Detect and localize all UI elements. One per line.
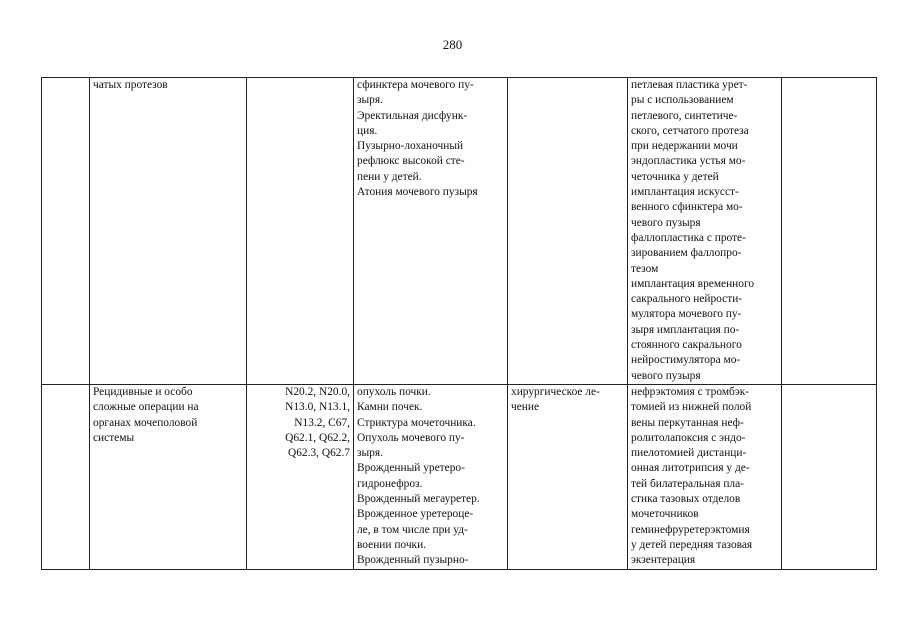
- tariff-cell: [782, 78, 877, 385]
- cell-line: при недержании мочи: [631, 140, 738, 153]
- cell-line: Стриктура мочеточника.: [357, 416, 476, 429]
- diagnosis-cell: [354, 384, 508, 569]
- cell-line: Камни почек.: [357, 401, 423, 414]
- cell-line: органах мочеполовой: [93, 416, 198, 429]
- cell-line: Эректильная дисфунк-: [357, 109, 468, 122]
- cell-line: тезом: [631, 262, 659, 275]
- cell-line: венного сфинктера мо-: [631, 201, 743, 214]
- cell-line: ролитолапоксия с эндо-: [631, 431, 746, 444]
- treatment-type-cell: [508, 384, 628, 569]
- cell-line: эндопластика устья мо-: [631, 155, 746, 168]
- cell-line: тей билатеральная пла-: [631, 477, 744, 490]
- cell-line: Врожденный мегауретер.: [357, 493, 480, 506]
- table-row: [42, 384, 877, 569]
- icd-codes-cell: [247, 384, 354, 569]
- diagnosis-cell: [354, 78, 508, 385]
- cell-line: рефлюкс высокой сте-: [357, 155, 465, 168]
- intervention-name-cell: [90, 384, 247, 569]
- cell-line: онная литотрипсия у де-: [631, 462, 750, 475]
- row-number-cell: [42, 384, 90, 569]
- cell-line: Атония мочевого пузыря: [357, 186, 478, 199]
- cell-line: чатых протезов: [93, 79, 168, 91]
- cell-line: сложные операции на: [93, 401, 199, 414]
- cell-line: опухоль почки.: [357, 385, 431, 398]
- cell-line: ле, в том числе при уд-: [357, 523, 468, 536]
- cell-line: N20.2, N20.0,: [285, 385, 350, 398]
- cell-line: имплантация временного: [631, 277, 755, 290]
- cell-line: N13.2, C67,: [294, 416, 350, 429]
- cell-line: стика тазовых отделов: [631, 493, 741, 506]
- cell-line: Q62.3, Q62.7: [287, 447, 350, 460]
- cell-line: пиелотомией дистанци-: [631, 447, 747, 460]
- cell-line: пени у детей.: [357, 170, 422, 183]
- cell-line: петлевого, синтетиче-: [631, 109, 738, 122]
- cell-line: вены перкутанная неф-: [631, 416, 744, 429]
- cell-line: имплантация искусст-: [631, 186, 739, 199]
- cell-line: чевого пузыря: [631, 216, 701, 229]
- cell-line: ры с использованием: [631, 94, 734, 107]
- cell-line: зыря.: [357, 447, 383, 460]
- intervention-name-cell: [90, 78, 247, 385]
- tariff-cell: [782, 384, 877, 569]
- icd-codes-cell: [247, 78, 354, 385]
- cell-line: геминефруретерэктомия: [631, 523, 750, 536]
- cell-line: воении почки.: [357, 538, 427, 551]
- cell-line: у детей передняя тазовая: [631, 538, 753, 551]
- cell-line: Врожденный уретеро-: [357, 462, 465, 475]
- cell-line: сакрального нейрости-: [631, 293, 743, 306]
- cell-line: хирургическое ле-: [511, 385, 600, 398]
- cell-line: петлевая пластика урет-: [631, 79, 748, 91]
- cell-line: зированием фаллопро-: [631, 247, 742, 260]
- cell-line: системы: [93, 431, 135, 444]
- cell-line: чевого пузыря: [631, 369, 701, 382]
- cell-line: Опухоль мочевого пу-: [357, 431, 465, 444]
- cell-line: экзентерация: [631, 554, 696, 567]
- cell-line: мулятора мочевого пу-: [631, 308, 742, 321]
- table-row: [42, 78, 877, 385]
- cell-line: стоянного сакрального: [631, 339, 742, 352]
- cell-line: зыря имплантация по-: [631, 323, 740, 336]
- cell-line: томией из нижней полой: [631, 401, 752, 414]
- cell-line: Q62.1, Q62.2,: [285, 431, 350, 444]
- treatment-method-cell: [628, 78, 782, 385]
- treatment-method-cell: [628, 384, 782, 569]
- cell-line: ского, сетчатого протеза: [631, 124, 749, 137]
- treatment-type-cell: [508, 78, 628, 385]
- cell-line: ция.: [357, 124, 378, 137]
- cell-line: Рецидивные и особо: [93, 385, 193, 398]
- cell-line: чение: [511, 401, 540, 414]
- page-number: 280: [442, 37, 463, 52]
- cell-line: нейростимулятора мо-: [631, 354, 741, 367]
- cell-line: Врожденное уретероце-: [357, 508, 474, 521]
- row-number-cell: [42, 78, 90, 385]
- cell-line: зыря.: [357, 94, 383, 107]
- cell-line: четочника у детей: [631, 170, 719, 183]
- cell-line: гидронефроз.: [357, 477, 423, 490]
- cell-line: сфинктера мочевого пу-: [357, 79, 474, 91]
- cell-line: мочеточников: [631, 508, 699, 521]
- cell-line: Врожденный пузырно-: [357, 554, 469, 567]
- cell-line: нефрэктомия с тромбэк-: [631, 385, 750, 398]
- cell-line: N13.0, N13.1,: [285, 401, 350, 414]
- cell-line: Пузырно-лоханочный: [357, 140, 464, 153]
- medical-care-table: [41, 77, 877, 570]
- cell-line: фаллопластика с проте-: [631, 231, 746, 244]
